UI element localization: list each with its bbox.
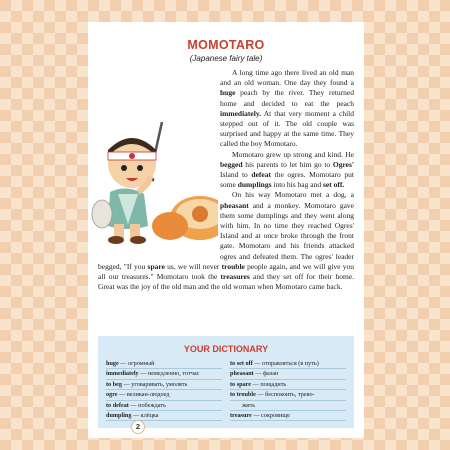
dictionary-entry — [106, 369, 222, 379]
dictionary-meaning: — клёцка — [131, 412, 159, 420]
text-run: A long time ago there lived an old man and an old woman. One day they found a — [220, 68, 354, 88]
vocab-word: begged — [220, 159, 243, 169]
dictionary-meaning: — фазан — [253, 370, 279, 378]
dictionary-meaning: — великан-людоед — [117, 391, 170, 399]
dictionary-left-column — [106, 359, 222, 421]
vocab-word: pheasant — [220, 200, 249, 210]
dictionary-entry — [106, 390, 222, 400]
dictionary-entry — [230, 390, 346, 400]
dictionary-title: YOUR DICTIONARY — [183, 344, 269, 354]
text-run: On his way Momotaro met a dog, a — [232, 190, 354, 200]
dictionary-meaning: — огромный — [118, 360, 155, 367]
story-subtitle: (Japanese fairy tale) — [189, 54, 263, 63]
dictionary-entry — [106, 359, 222, 369]
text-run: the ogres. Momotaro put some — [220, 170, 354, 190]
story-title: MOMOTARO — [187, 38, 265, 52]
vocab-word: immediately. — [220, 108, 262, 118]
dictionary-entry — [230, 369, 346, 379]
page-number: 2 — [131, 420, 145, 434]
vocab-word: huge — [220, 88, 236, 98]
text-run: his parents to let him go to — [242, 159, 333, 169]
dictionary-meaning: — уговаривать, умолять — [121, 380, 188, 388]
vocab-word: Ogres' — [332, 159, 354, 169]
dictionary-meaning: — пощадить — [251, 380, 287, 388]
dictionary-meaning: — отправляться (в путь) — [252, 360, 319, 367]
text-run: At that very moment a child stepped out of it. The old couple was surprised and happy at the same time. They called the boy Momotaro. — [220, 108, 354, 149]
dictionary-meaning: — беспокоить, трево- — [255, 391, 315, 399]
dictionary-term: pheasant — [230, 370, 254, 378]
dictionary-entry — [106, 411, 222, 421]
dictionary-term: ogre — [106, 391, 118, 399]
dictionary-term: treasure — [230, 412, 252, 420]
dictionary-entry-continuation: жить — [230, 401, 346, 411]
book-page — [88, 22, 364, 438]
text-run: and a monkey. Momotaro gave them some dumplings and they went along with him. In no time they reached Ogres' Island and at once broke through the front gate. Momotaro and his friends attacked ogres and defeated them. The ogres' leader begged, "If you — [98, 200, 354, 271]
dictionary-meaning: — сокровище — [251, 412, 290, 420]
dictionary-term: to set off — [230, 360, 253, 367]
vocab-word: trouble — [221, 261, 245, 271]
dictionary-box — [98, 336, 354, 428]
dictionary-entry — [106, 380, 222, 390]
text-run: us, we will never — [164, 261, 222, 271]
dictionary-term: to spare — [230, 380, 252, 388]
vocab-word: treasures — [220, 272, 250, 282]
dictionary-entry — [230, 380, 346, 390]
dictionary-right-column — [230, 359, 346, 421]
dictionary-term: to beg — [106, 380, 122, 388]
vocab-word: spare — [147, 261, 165, 271]
vocab-word: set off. — [322, 180, 345, 190]
dictionary-term: to trouble — [230, 391, 256, 399]
vocab-word: defeat — [251, 170, 271, 180]
text-run: Island to — [220, 170, 252, 180]
text-run: and they set off for their home. Great was the joy of the old man and the old woman when Momotaro came back. — [98, 272, 354, 292]
dictionary-entry — [106, 401, 222, 411]
dictionary-entry — [230, 359, 346, 369]
dictionary-term: immediately — [106, 370, 139, 378]
dictionary-term: dumpling — [106, 412, 132, 420]
vocab-word: dumplings — [237, 180, 272, 190]
dictionary-meaning: — побеждать — [128, 401, 166, 409]
text-run: people again, and we will give you all our treasures." Momotaro took the — [98, 261, 354, 282]
dictionary-term: to defeat — [106, 401, 129, 409]
story-text — [98, 68, 354, 292]
dictionary-entry — [230, 411, 346, 421]
dictionary-meaning: — немедленно, тотчас — [138, 370, 200, 378]
dictionary-term: huge — [106, 360, 119, 367]
text-run: Momotaro grew up strong and kind. He — [232, 149, 354, 159]
illustration-space — [98, 129, 220, 253]
text-run: peach by the river. They returned home and decided to eat the peach — [220, 88, 354, 108]
text-run: into his bag and — [271, 180, 323, 190]
